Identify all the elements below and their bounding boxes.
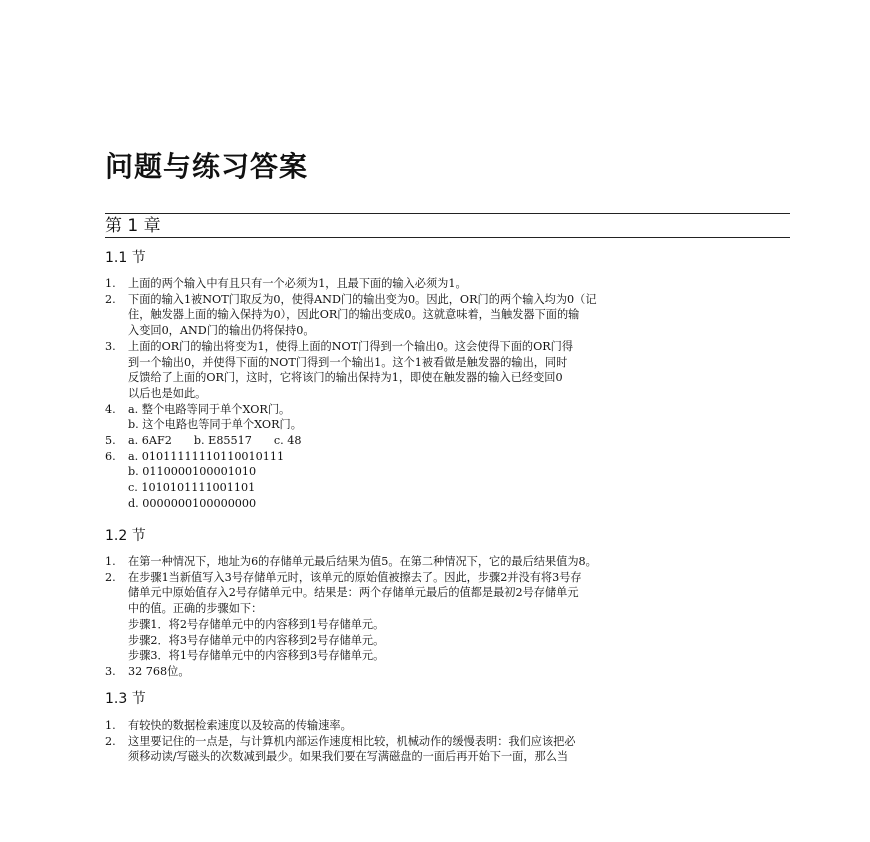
- answer-item: [105, 734, 790, 765]
- answer-text-line: 储单元中原始值存入2号存储单元中。结果是：两个存储单元最后的值都是最初2号存储单元: [128, 586, 579, 600]
- section-heading-1-2: 1.2 节: [105, 528, 146, 544]
- section-heading-1-3: 1.3 节: [105, 691, 146, 707]
- answer-item: [105, 433, 790, 449]
- answer-text-line: 反馈给了上面的OR门，这时，它将该门的输出保持为1，即使在触发器的输入已经变回0: [128, 371, 563, 385]
- answer-number: 2.: [105, 292, 116, 306]
- answer-number: 3.: [105, 339, 116, 353]
- chapter-heading: 第 1 章: [105, 216, 161, 236]
- answer-text-line: 入变回0，AND门的输出仍将保持0。: [128, 324, 315, 338]
- sub-answer: d. 0000000100000000: [128, 496, 257, 510]
- answer-text-line: 住，触发器上面的输入保持为0），因此OR门的输出变成0。这就意味着，当触发器下面的输: [128, 308, 580, 322]
- answer-number: 5.: [105, 434, 116, 448]
- answer-item: [105, 554, 790, 570]
- section-1-3-answers: [105, 718, 790, 765]
- answer-number: 2.: [105, 734, 116, 748]
- answer-number: 3.: [105, 664, 116, 678]
- answer-item: [105, 570, 790, 664]
- answer-text-line: 须移动读/写磁头的次数减到最少。如果我们要在写满磁盘的一面后再开始下一面，那么当: [128, 750, 569, 764]
- answer-item: [105, 449, 790, 512]
- sub-answer: b. 这个电路也等同于单个XOR门。: [128, 418, 302, 432]
- answer-item: [105, 292, 790, 339]
- sub-answer: a. 6AF2: [128, 434, 172, 448]
- answer-item: [105, 276, 790, 292]
- sub-answer: b. 0110000100001010: [128, 465, 257, 479]
- sub-answer: a. 整个电路等同于单个XOR门。: [128, 402, 291, 416]
- answer-text-line: 到一个输出0，并使得下面的NOT门得到一个输出1。这个1被看做是触发器的输出，同时: [128, 355, 568, 369]
- sub-answer: b. E85517: [193, 434, 252, 448]
- sub-answer: c. 1010101111001101: [128, 481, 256, 495]
- answer-item: [105, 339, 790, 402]
- answer-text-line: [128, 433, 790, 449]
- sub-answer: c. 48: [273, 434, 302, 448]
- answer-text-line: 在步骤1当新值写入3号存储单元时，该单元的原始值被擦去了。因此，步骤2并没有将3号存: [128, 570, 582, 584]
- step-line: 步骤2．将3号存储单元中的内容移到2号存储单元。: [128, 633, 385, 647]
- chapter-bottom-rule: [105, 237, 790, 238]
- step-line: 步骤1．将2号存储单元中的内容移到1号存储单元。: [128, 617, 385, 631]
- page-title: 问题与练习答案: [105, 150, 309, 183]
- answer-item: [105, 402, 790, 433]
- answer-text-line: 在第一种情况下，地址为6的存储单元最后结果为值5。在第二种情况下，它的最后结果值为8。: [128, 555, 597, 568]
- answer-text-line: 上面的OR门的输出将变为1，使得上面的NOT门得到一个输出0。这会使得下面的OR门得: [128, 339, 574, 353]
- chapter-top-rule: [105, 213, 790, 214]
- answer-text-line: 中的值。正确的步骤如下：: [128, 602, 263, 616]
- answer-item: [105, 664, 790, 680]
- section-heading-1-1: 1.1 节: [105, 250, 146, 266]
- answer-item: [105, 718, 790, 734]
- section-1-1-answers: [105, 276, 790, 512]
- answer-number: 4.: [105, 402, 116, 416]
- answer-text-line: 这里要记住的一点是，与计算机内部运作速度相比较，机械动作的缓慢表明：我们应该把必: [128, 734, 576, 748]
- answer-text-line: 有较快的数据检索速度以及较高的传输速率。: [128, 719, 352, 732]
- sub-answer: a. 01011111110110010111: [128, 449, 285, 463]
- section-1-2-answers: [105, 554, 790, 680]
- answer-number: 2.: [105, 570, 116, 584]
- answer-number: 1.: [105, 719, 116, 732]
- answer-number: 6.: [105, 449, 116, 463]
- answer-text-line: 以后也是如此。: [128, 386, 207, 400]
- answer-number: 1.: [105, 277, 116, 290]
- answer-text-line: 上面的两个输入中有且只有一个必须为1，且最下面的输入必须为1。: [128, 277, 467, 290]
- answer-text-line: 32 768位。: [128, 664, 190, 678]
- answer-number: 1.: [105, 555, 116, 568]
- answer-text-line: 下面的输入1被NOT门取反为0，使得AND门的输出变为0。因此，OR门的两个输入均为0（记: [128, 292, 597, 306]
- step-line: 步骤3．将1号存储单元中的内容移到3号存储单元。: [128, 649, 385, 663]
